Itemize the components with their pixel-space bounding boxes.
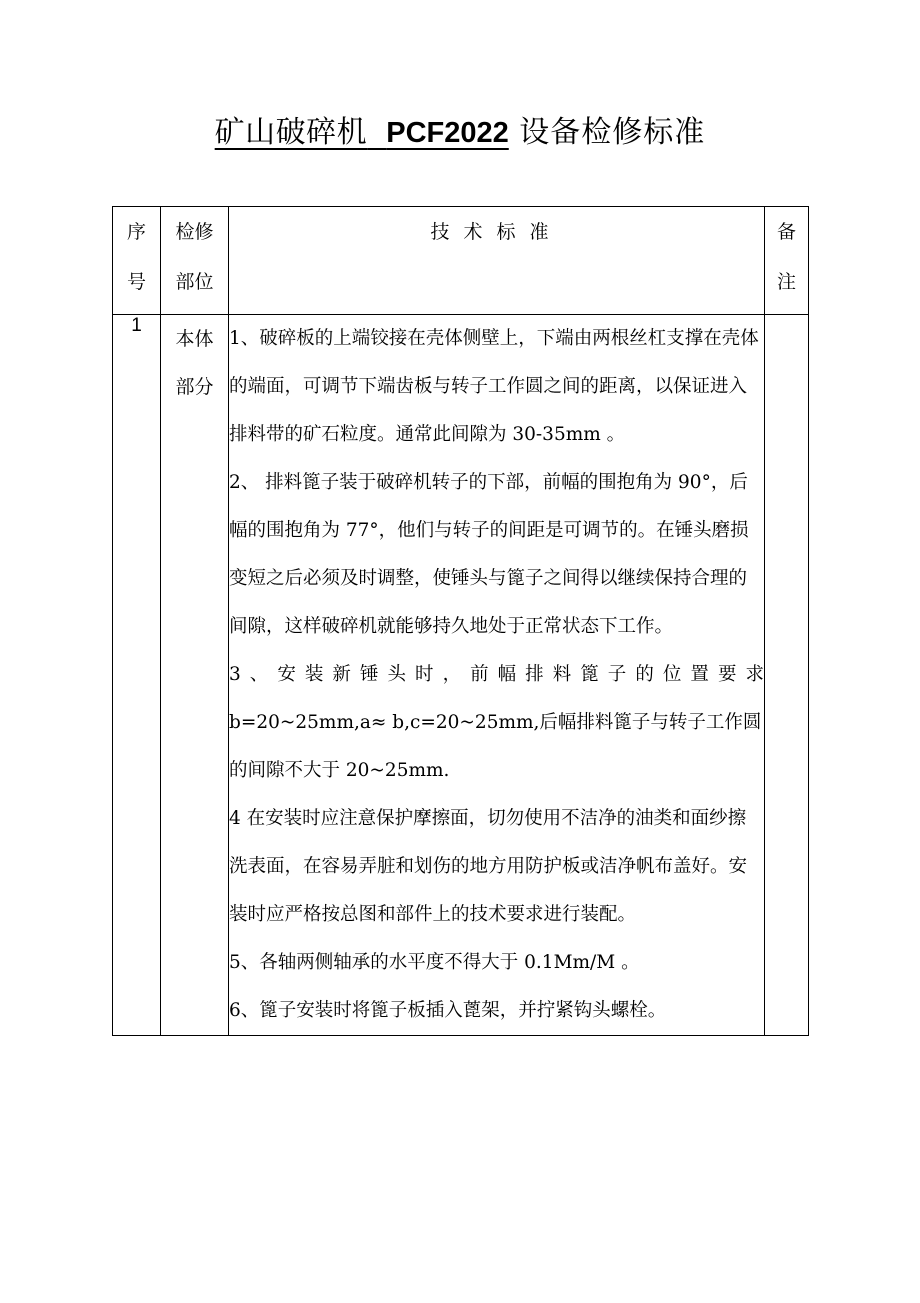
column-header-part [161,207,229,315]
standard-item-6: 6、篦子安装时将篦子板插入蓖架，并拧紧钩头螺栓。 [229,1000,667,1021]
column-header-remark-line1: 备 [776,221,796,243]
column-header-remark [765,207,809,315]
row-part-line2: 部分 [175,376,214,398]
row-part-line1: 本体 [175,328,214,350]
standard-item-1: 1、破碎板的上端铰接在壳体侧壁上，下端由两根丝杠支撑在壳体的端面，可调节下端齿板与转子工作圆之间的距离，以保证进入排料带的矿石粒度。通常此间隙为 30-35mm 。 [229,328,759,445]
page-title-model: PCF2022 [386,117,509,149]
standard-item-3-line2: b=20~25mm,a≈ b,c=20~25mm,后幅排料篦子与转子工作圆的间隙不大于 20~25mm. [229,712,762,781]
standard-item-4: 4 在安装时应注意保护摩擦面，切勿使用不洁净的油类和面纱擦洗表面，在容易弄脏和划伤的地方用防护板或洁净帆布盖好。安装时应严格按总图和部件上的技术要求进行装配。 [229,808,748,925]
page-title [0,112,920,154]
page-title-tail: 设备检修标准 [508,115,706,150]
column-header-part-line1: 检修 [175,221,214,243]
standard-item-5: 5、各轴两侧轴承的水平度不得大于 0.1Mm/M 。 [229,952,640,973]
table-header-row [113,207,809,315]
column-header-no-line2: 号 [126,271,146,293]
column-header-part-line2: 部位 [175,271,214,293]
column-header-no [113,207,161,315]
row-number: 1 [113,315,161,1036]
column-header-standard: 技术标准 [229,207,765,315]
row-part [161,315,229,1036]
standard-item-3-line1: 3、安装新锤头时，前幅排料篦子的位置要求 [229,664,764,685]
row-remark [765,315,809,1036]
table-row [113,315,809,1036]
standard-item-2: 2、 排料篦子装于破碎机转子的下部，前幅的围抱角为 90°，后幅的围抱角为 77°，他们与转子的间距是可调节的。在锤头磨损变短之后必须及时调整，使锤头与篦子之间得以继续保持合理的间隙，这样破碎机就能够持久地处于正常状态下工作。 [229,472,749,637]
repair-standard-table [112,206,809,1036]
row-standard-content [229,315,765,1036]
column-header-no-line1: 序 [126,221,146,243]
page-title-cn: 矿山破碎机 [214,115,368,150]
page-title-underlined-part [215,115,509,150]
column-header-remark-line2: 注 [776,271,796,293]
